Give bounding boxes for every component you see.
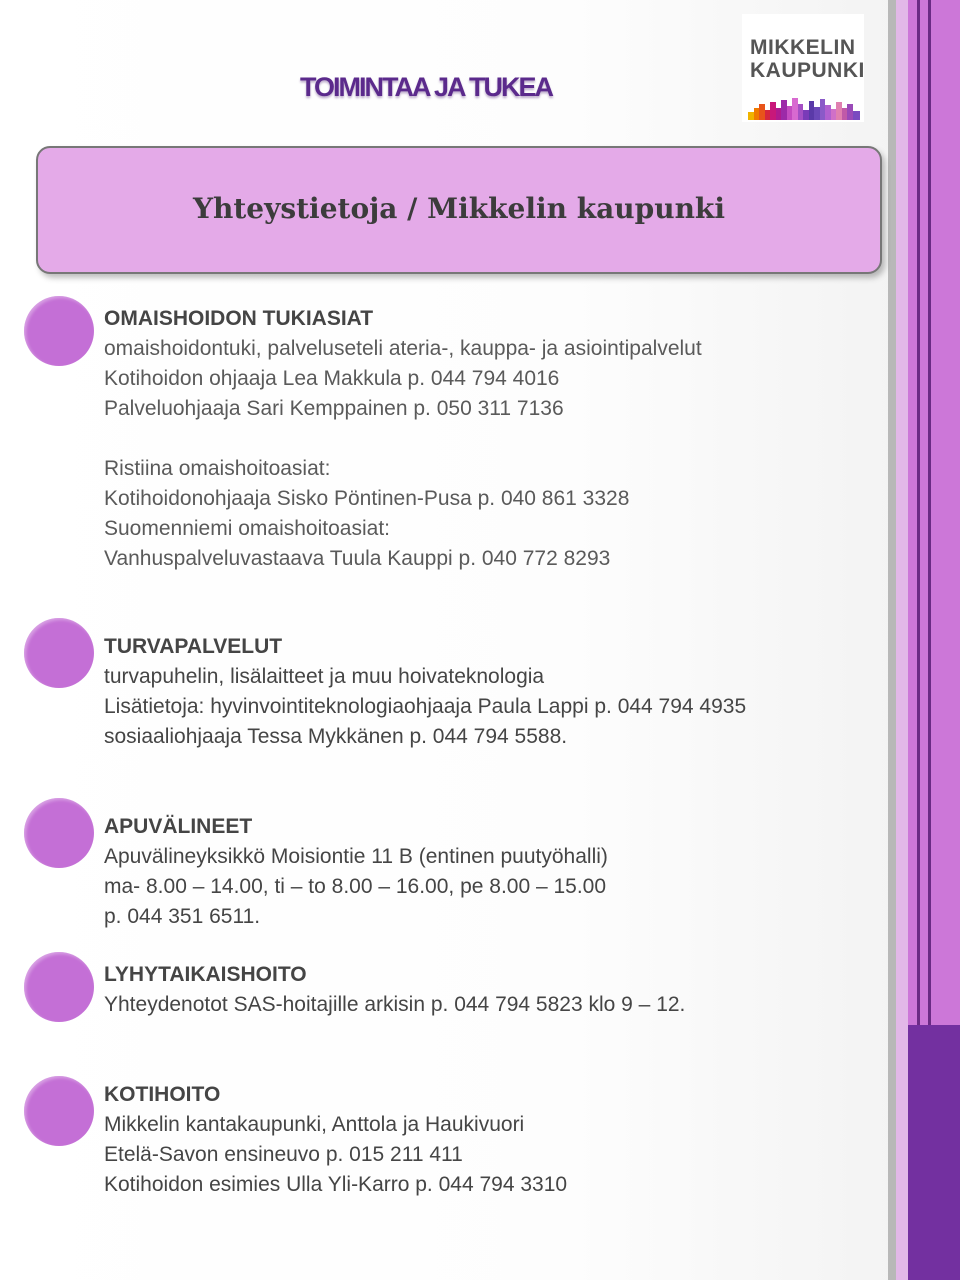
section-line: p. 044 351 6511. <box>104 905 261 928</box>
section-line: Kotihoidon esimies Ulla Yli-Karro p. 044 794 3310 <box>104 1173 568 1196</box>
bullet-circle-icon <box>24 296 94 366</box>
section-line: Mikkelin kantakaupunki, Anttola ja Haukivuori <box>104 1113 525 1136</box>
section-line: Yhteydenotot SAS-hoitajille arkisin p. 044 794 5823 klo 9 – 12. <box>104 993 686 1016</box>
section-line: omaishoidontuki, palveluseteli ateria-, kauppa- ja asiointipalvelut <box>104 337 702 360</box>
bullet-circle-icon <box>24 798 94 868</box>
section-line: Lisätietoja: hyvinvointiteknologiaohjaaja Paula Lappi p. 044 794 4935 <box>104 695 747 718</box>
page-title: TOIMINTAA JA TUKEA <box>300 72 552 102</box>
section-line: Etelä-Savon ensineuvo p. 015 211 411 <box>104 1143 463 1166</box>
section-line: Palveluohjaaja Sari Kemppainen p. 050 311 7136 <box>104 397 564 420</box>
logo-wordmark <box>750 36 865 82</box>
section-line: Vanhuspalveluvastaava Tuula Kauppi p. 040 772 8293 <box>104 547 611 570</box>
section-line: Kotihoidon ohjaaja Lea Makkula p. 044 794 4016 <box>104 367 560 390</box>
mikkeli-logo <box>742 14 864 122</box>
section-line: ma- 8.00 – 14.00, ti – to 8.00 – 16.00, pe 8.00 – 15.00 <box>104 875 607 898</box>
section-heading: KOTIHOITO <box>104 1083 221 1106</box>
section-lyhytaikaishoito <box>104 960 685 1020</box>
section-kotihoito <box>104 1080 567 1200</box>
bullet-circle-icon <box>24 952 94 1022</box>
header-title: Yhteystietoja / Mikkelin kaupunki <box>193 192 725 225</box>
section-turvapalvelut <box>104 632 746 752</box>
section-heading: TURVAPALVELUT <box>104 635 283 658</box>
section-apuvalineet <box>104 812 608 932</box>
section-heading: LYHYTAIKAISHOITO <box>104 963 307 986</box>
bullet-circle-icon <box>24 618 94 688</box>
section-heading: OMAISHOIDON TUKIASIAT <box>104 307 374 330</box>
logo-line-1: MIKKELIN <box>750 36 856 59</box>
section-line: sosiaaliohjaaja Tessa Mykkänen p. 044 794 5588. <box>104 725 568 748</box>
bullet-circle-icon <box>24 1076 94 1146</box>
logo-skyline-icon <box>748 96 860 120</box>
section-line: Suomenniemi omaishoitoasiat: <box>104 517 390 540</box>
section-line: Kotihoidonohjaaja Sisko Pöntinen-Pusa p. 040 861 3328 <box>104 487 630 510</box>
decorative-side-band <box>888 0 960 1280</box>
header-box <box>36 146 882 274</box>
section-line: turvapuhelin, lisälaitteet ja muu hoivateknologia <box>104 665 545 688</box>
section-line: Apuvälineyksikkö Moisiontie 11 B (entinen puutyöhalli) <box>104 845 608 868</box>
logo-line-2: KAUPUNKI <box>750 59 865 82</box>
section-omaishoito <box>104 304 702 574</box>
section-heading: APUVÄLINEET <box>104 815 253 838</box>
section-line: Ristiina omaishoitoasiat: <box>104 457 331 480</box>
